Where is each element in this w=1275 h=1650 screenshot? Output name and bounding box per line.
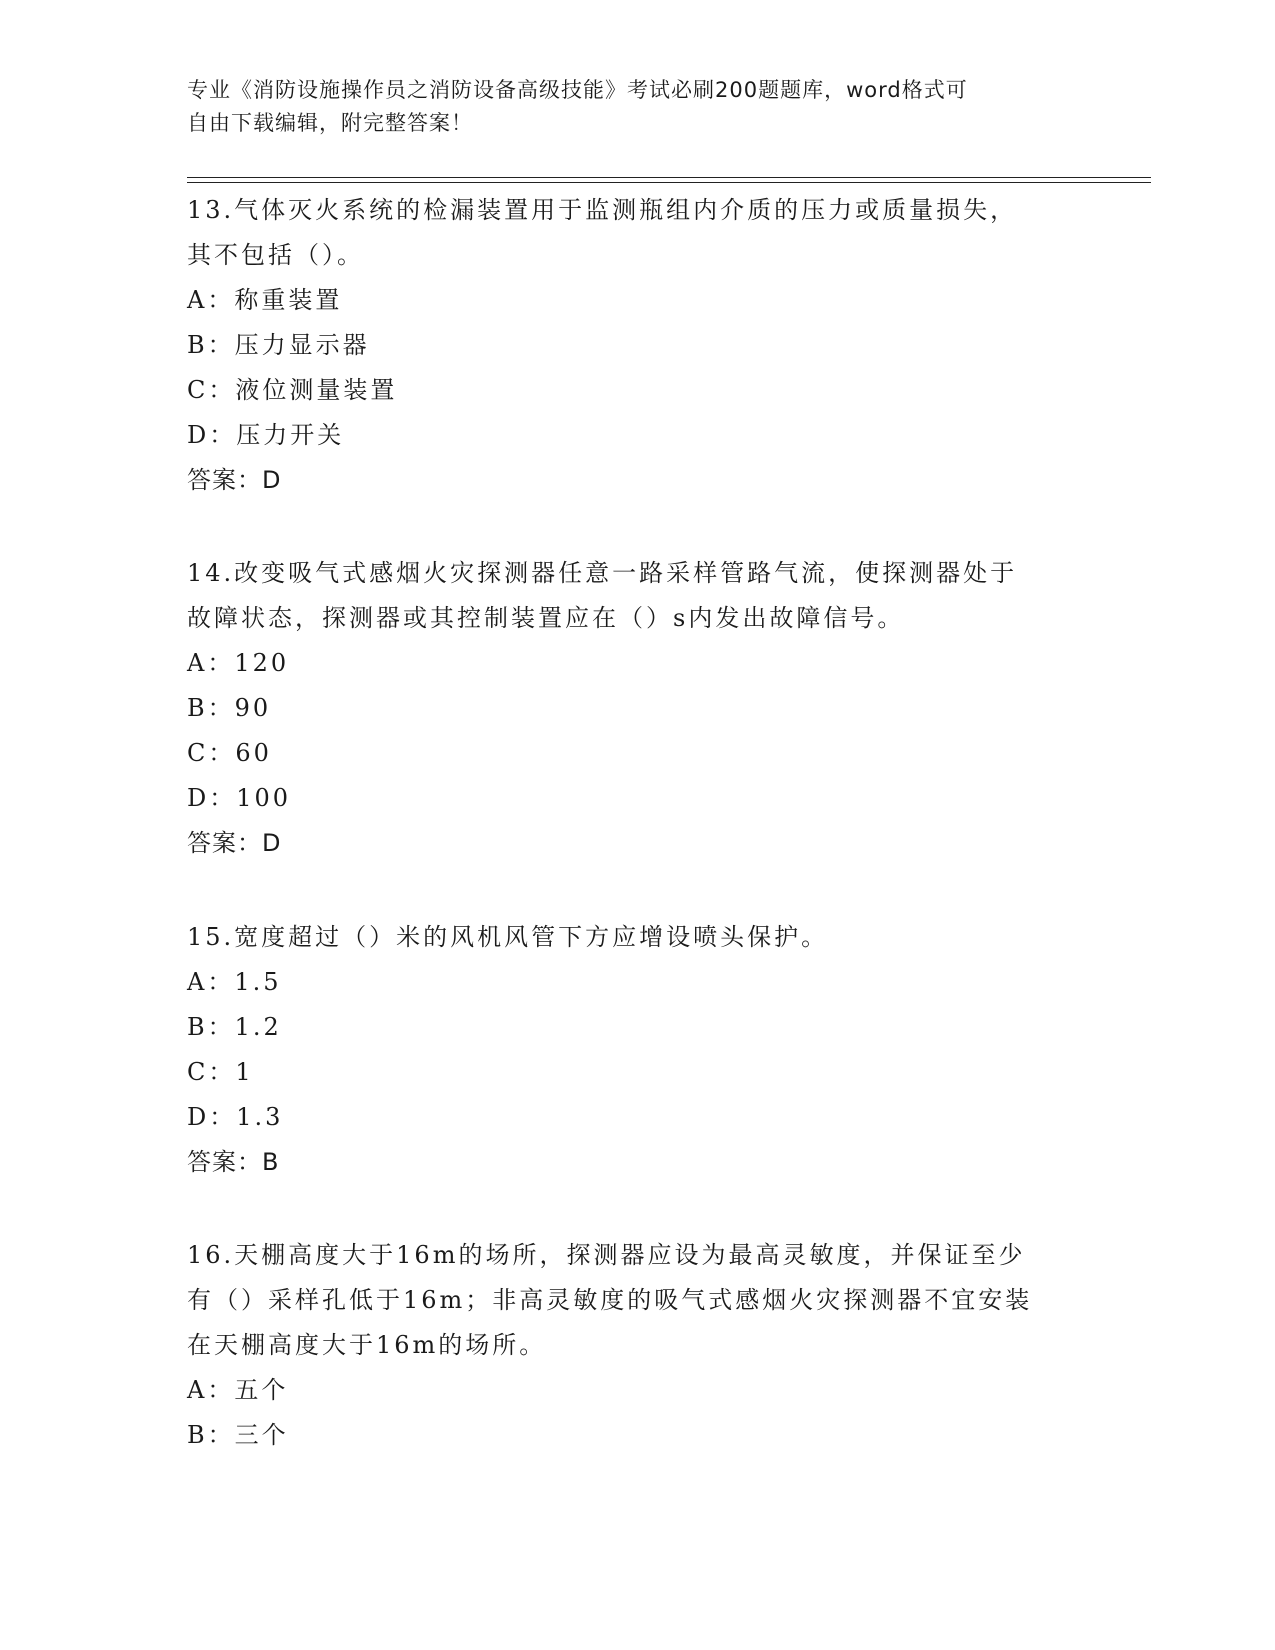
question-stem-line: 在天棚高度大于16m的场所。 — [187, 1331, 547, 1359]
question-stem-line: 14.改变吸气式感烟火灾探测器任意一路采样管路气流，使探测器处于 — [187, 559, 1018, 587]
question-stem-line: 15.宽度超过（）米的风机风管下方应增设喷头保护。 — [187, 923, 829, 951]
question-14 — [187, 551, 1087, 866]
answer-line: 答案：D — [187, 829, 282, 857]
option-a: A：1.5 — [187, 968, 282, 996]
header-line-1: 专业《消防设施操作员之消防设备高级技能》考试必刷200题题库，word格式可 — [187, 78, 968, 102]
option-b: B：三个 — [187, 1421, 289, 1449]
option-a: A：五个 — [187, 1376, 289, 1404]
question-stem-line: 13.气体灭火系统的检漏装置用于监测瓶组内介质的压力或质量损失， — [187, 196, 1018, 224]
question-16 — [187, 1233, 1087, 1458]
option-a: A：120 — [187, 649, 290, 677]
option-c: C：60 — [187, 739, 272, 767]
option-b: B：1.2 — [187, 1013, 282, 1041]
option-c: C：1 — [187, 1058, 254, 1086]
question-stem-line: 有（）采样孔低于16m；非高灵敏度的吸气式感烟火灾探测器不宜安装 — [187, 1286, 1033, 1314]
option-c: C：液位测量装置 — [187, 376, 398, 404]
answer-line: 答案：D — [187, 466, 282, 494]
question-15 — [187, 915, 1087, 1185]
option-b: B：压力显示器 — [187, 331, 370, 359]
option-d: D：1.3 — [187, 1103, 284, 1131]
answer-line: 答案：B — [187, 1148, 280, 1176]
question-stem-line: 故障状态，探测器或其控制装置应在（）s内发出故障信号。 — [187, 604, 905, 632]
option-a: A：称重装置 — [187, 286, 343, 314]
option-d: D：压力开关 — [187, 421, 345, 449]
header-divider-bottom — [187, 182, 1151, 183]
header-line-2: 自由下载编辑，附完整答案！ — [187, 111, 473, 135]
header-divider-top — [187, 177, 1151, 178]
question-13 — [187, 188, 1087, 503]
option-d: D：100 — [187, 784, 292, 812]
question-stem-line: 16.天棚高度大于16m的场所，探测器应设为最高灵敏度，并保证至少 — [187, 1241, 1026, 1269]
option-b: B：90 — [187, 694, 272, 722]
question-stem-line: 其不包括（）。 — [187, 241, 364, 269]
document-header — [187, 74, 1067, 140]
